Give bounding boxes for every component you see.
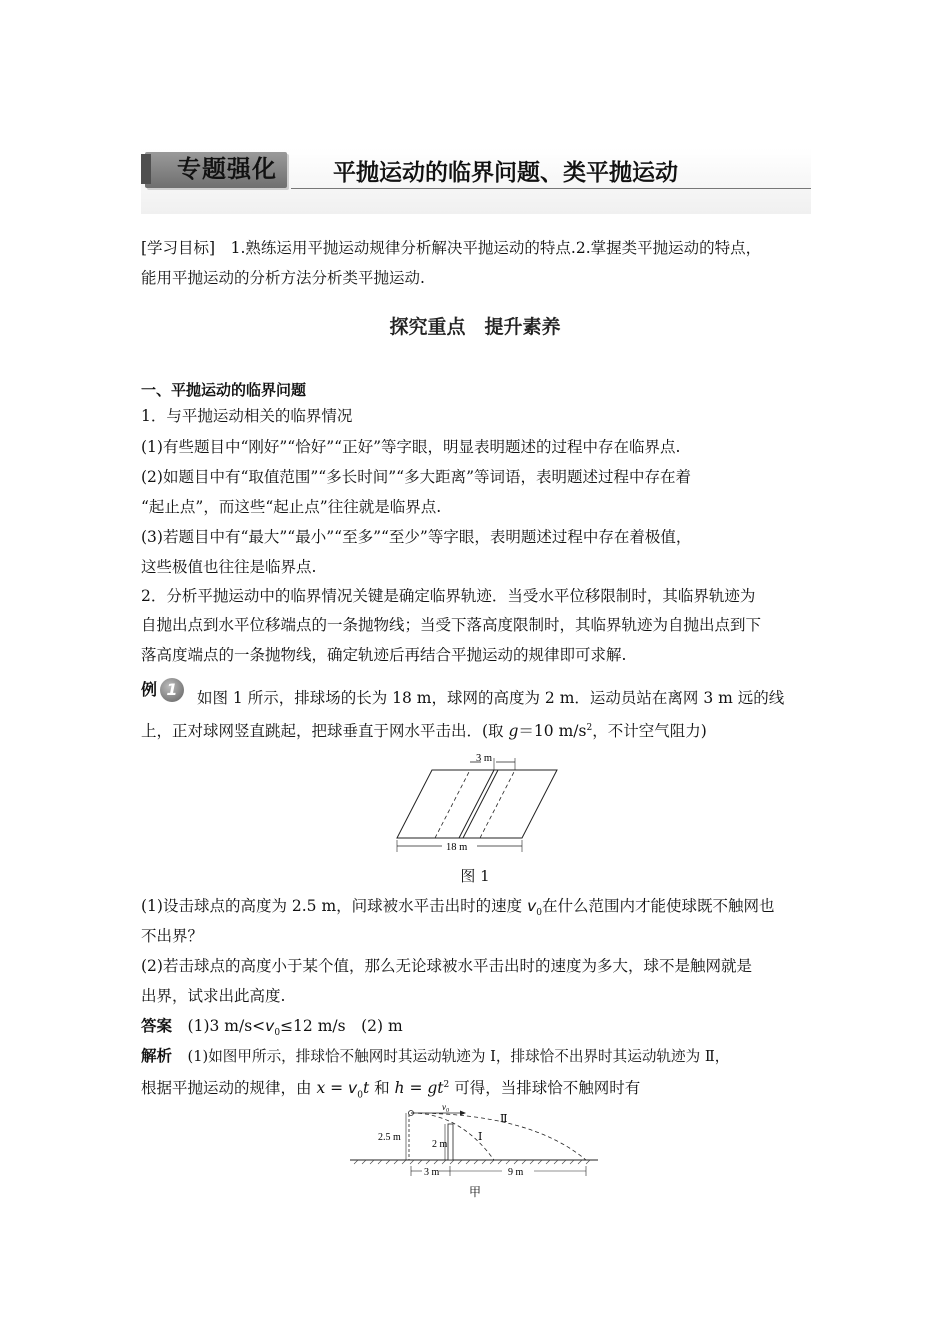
header-tag-accent — [141, 154, 151, 184]
question-1-line-2: 不出界？ — [141, 927, 204, 945]
height-label-2: 2 m — [432, 1139, 448, 1150]
answer-line: 答案 (1)3 $m/s<v_0\le 12$ m/s (2) m — [141, 1017, 403, 1039]
dist-label-3: 3 m — [424, 1167, 440, 1178]
trajectory-2-label: Ⅱ — [500, 1113, 508, 1125]
attack-line-right — [480, 770, 515, 838]
answer-label: 答案 — [141, 1017, 173, 1035]
objective-line-2: 能用平抛运动的分析方法分析类平抛运动. — [141, 269, 425, 287]
part1-p4a: (3)若题目中有“最大”“最小”“至多”“至少”等字眼，表明题述过程中存在着极值， — [141, 528, 692, 546]
trajectory-1-label: Ⅰ — [478, 1131, 483, 1143]
example-line-2: 上，正对球网竖直跳起，把球垂直于网水平击出．(取 g＝10 $m/s^2$，不计空气阻力) — [141, 722, 707, 741]
net-line-2 — [463, 770, 498, 838]
question-2-line-1: (2)若击球点的高度小于某个值，那么无论球被水平击出时的速度为多大，球不是触网就是 — [141, 957, 752, 975]
objective-line-1: [学习目标] 1.熟练运用平抛运动规律分析解决平抛运动的特点.2.掌握类平抛运动的特点， — [141, 239, 762, 257]
net — [448, 1124, 453, 1160]
analysis-label: 解析 — [141, 1047, 173, 1065]
header-tag: 专题强化 — [177, 155, 277, 183]
page-title: 平抛运动的临界问题、类平抛运动 — [333, 160, 678, 186]
ground-hatch — [354, 1160, 590, 1164]
example-line-1: 如图 1 所示，排球场的长为 18 m，球网的高度为 2 m．运动员站在离网 3 m 远的线 — [197, 689, 785, 707]
figure1-top-label: 3 m — [476, 753, 493, 764]
analysis-line-2: 根据平抛运动的规律，由 $x = v_0t$ 和 $h = gt^2$ 可得，当排球恰不触网时有 — [141, 1079, 641, 1101]
part1-heading: 一、平抛运动的临界问题 — [141, 381, 307, 399]
analysis-line-1: 解析 (1)如图甲所示，排球恰不触网时其运动轨迹为 Ⅰ，排球恰不出界时其运动轨迹为 Ⅱ， — [141, 1047, 730, 1065]
figure1-bottom-label: 18 m — [446, 842, 468, 853]
header-banner — [141, 148, 811, 214]
figure-2-trajectory — [350, 1100, 600, 1180]
example-number-badge — [160, 678, 184, 702]
net-line-1 — [459, 770, 494, 838]
objective-label: [学习目标] — [141, 239, 216, 257]
figure-1-court — [392, 750, 562, 855]
question-2-line-2: 出界，试求出此高度. — [141, 987, 286, 1005]
part1-p2: (1)有些题目中“刚好”“恰好”“正好”等字眼，明显表明题述的过程中存在临界点. — [141, 438, 681, 456]
height-label-25: 2.5 m — [378, 1132, 401, 1143]
figure-1-caption: 图 1 — [460, 867, 490, 885]
velocity-arrowhead — [460, 1111, 466, 1116]
header-rule — [291, 188, 811, 189]
example-label: 例 — [141, 680, 158, 699]
part1-p3b: “起止点”，而这些“起止点”往往就是临界点. — [141, 498, 442, 516]
part1-p4b: 这些极值也往往是临界点. — [141, 558, 317, 576]
question-1-line-1: (1)设击球点的高度为 2.5 m，问球被水平击出时的速度 $v_0$在什么范围内才能使球既不触网也 — [141, 897, 775, 919]
part1-p5c: 落高度端点的一条抛物线，确定轨迹后再结合平抛运动的规律即可求解. — [141, 646, 627, 664]
figure-2-caption: 甲 — [468, 1185, 481, 1199]
part1-p5b: 自抛出点到水平位移端点的一条抛物线；当受下落高度限制时，其临界轨迹为自抛出点到下 — [141, 616, 762, 634]
part1-p3a: (2)如题目中有“取值范围”“多长时间”“多大距离”等词语，表明题述过程中存在着 — [141, 468, 692, 486]
v0-label: $v_0$ — [442, 1102, 449, 1114]
section-title: 探究重点 提升素养 — [389, 316, 561, 338]
part1-p5a: 2．分析平抛运动中的临界情况关键是确定临界轨迹．当受水平位移限制时，其临界轨迹为 — [141, 587, 756, 605]
trajectory-2 — [411, 1113, 586, 1160]
example-number: 1 — [166, 680, 178, 699]
dist-label-9: 9 m — [508, 1167, 524, 1178]
part1-p1: 1．与平抛运动相关的临界情况 — [141, 407, 353, 425]
